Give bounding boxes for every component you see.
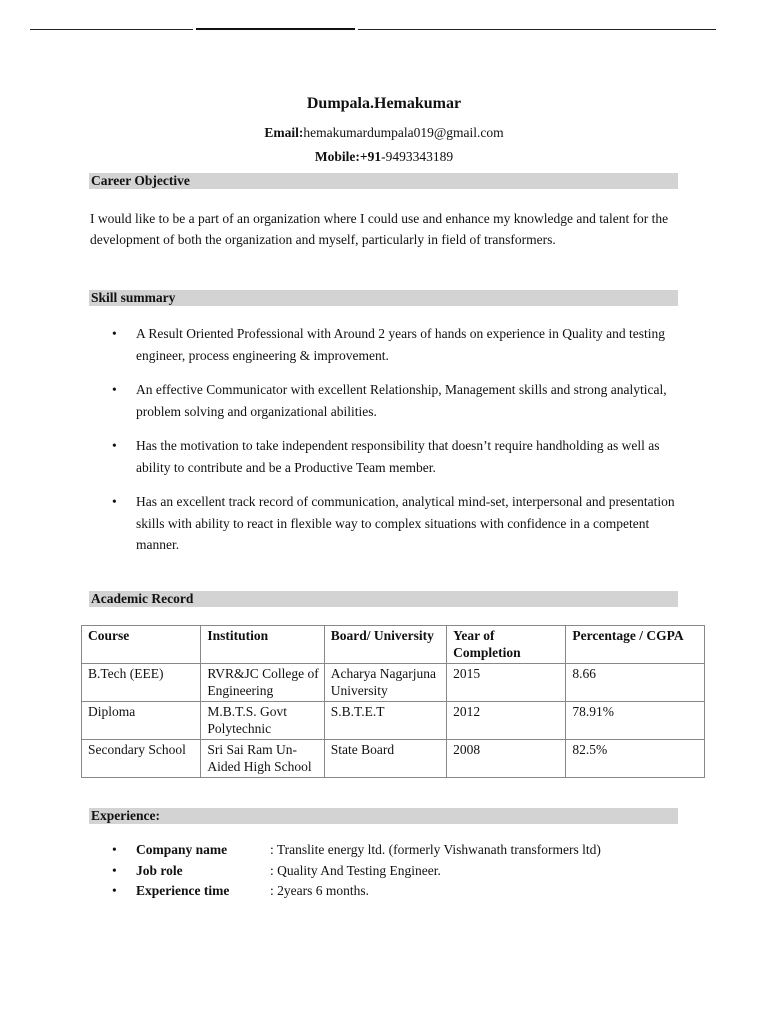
table-cell: B.Tech (EEE) [82, 664, 201, 702]
header-rule-right [358, 29, 716, 30]
email-line [0, 125, 768, 141]
table-cell: Diploma [82, 702, 201, 740]
column-header: Board/ University [324, 626, 446, 664]
table-cell: 8.66 [566, 664, 705, 702]
skill-item: • A Result Oriented Professional with Around 2 years of hands on experience in Quality and testing engineer, process engineering & improvement. [90, 323, 680, 366]
column-header: Percentage / CGPA [566, 626, 705, 664]
table-row [82, 740, 705, 778]
table-cell: Acharya Nagarjuna University [324, 664, 446, 702]
academic-record-heading: Academic Record [89, 591, 678, 607]
table-cell: S.B.T.E.T [324, 702, 446, 740]
table-cell: 2012 [447, 702, 566, 740]
header-rule-middle [196, 28, 355, 30]
table-cell: 2008 [447, 740, 566, 778]
column-header: Year of Completion [447, 626, 566, 664]
column-header: Course [82, 626, 201, 664]
skill-item: • Has the motivation to take independent responsibility that doesn’t require handholding as well as ability to contribute and be a Productive Team member. [90, 435, 680, 478]
table-cell: M.B.T.S. Govt Polytechnic [201, 702, 324, 740]
skill-item: • Has an excellent track record of communication, analytical mind-set, interpersonal and presentation skills with ability to react in flexible way to complex situations with confidence in a competent manner. [90, 491, 680, 556]
header-rule-left [30, 29, 193, 30]
experience-value: : 2years 6 months. [270, 883, 369, 898]
experience-item [90, 881, 690, 902]
career-objective-heading: Career Objective [89, 173, 678, 189]
table-cell: Secondary School [82, 740, 201, 778]
email-label: Email: [264, 125, 304, 140]
table-cell: Sri Sai Ram Un-Aided High School [201, 740, 324, 778]
table-row [82, 702, 705, 740]
skill-list [90, 323, 680, 569]
experience-label: Company name [136, 842, 228, 857]
experience-list [90, 840, 690, 902]
skill-summary-heading: Skill summary [89, 290, 678, 306]
mobile-line [0, 149, 768, 165]
academic-table [81, 625, 705, 778]
skill-item: • An effective Communicator with excellent Relationship, Management skills and strong analytical, problem solving and organizational abilities. [90, 379, 680, 422]
experience-item [90, 840, 690, 861]
table-row [82, 664, 705, 702]
mobile-label: Mobile:+91 [314, 149, 382, 164]
experience-label: Job role [136, 862, 183, 878]
column-header: Institution [201, 626, 324, 664]
table-cell: State Board [324, 740, 446, 778]
table-cell: 78.91% [566, 702, 705, 740]
table-cell: 82.5% [566, 740, 705, 778]
mobile-value: -9493343189 [381, 149, 454, 164]
experience-value: : Translite energy ltd. (formerly Vishwanath transformers ltd) [270, 842, 601, 857]
experience-item [90, 861, 690, 882]
experience-heading: Experience: [89, 808, 678, 824]
table-cell: RVR&JC College of Engineering [201, 664, 324, 702]
experience-value: : Quality And Testing Engineer. [270, 862, 441, 878]
email-value[interactable]: hemakumardumpala019@gmail.com [303, 125, 504, 140]
experience-label: Experience time [136, 883, 230, 898]
candidate-name: Dumpala.Hemakumar [306, 95, 462, 112]
table-header-row [82, 626, 705, 664]
table-cell: 2015 [447, 664, 566, 702]
career-objective-text: I would like to be a part of an organization where I could use and enhance my knowledge and talent for the development of both the organization and myself, particularly in field of transformers. [90, 211, 669, 247]
